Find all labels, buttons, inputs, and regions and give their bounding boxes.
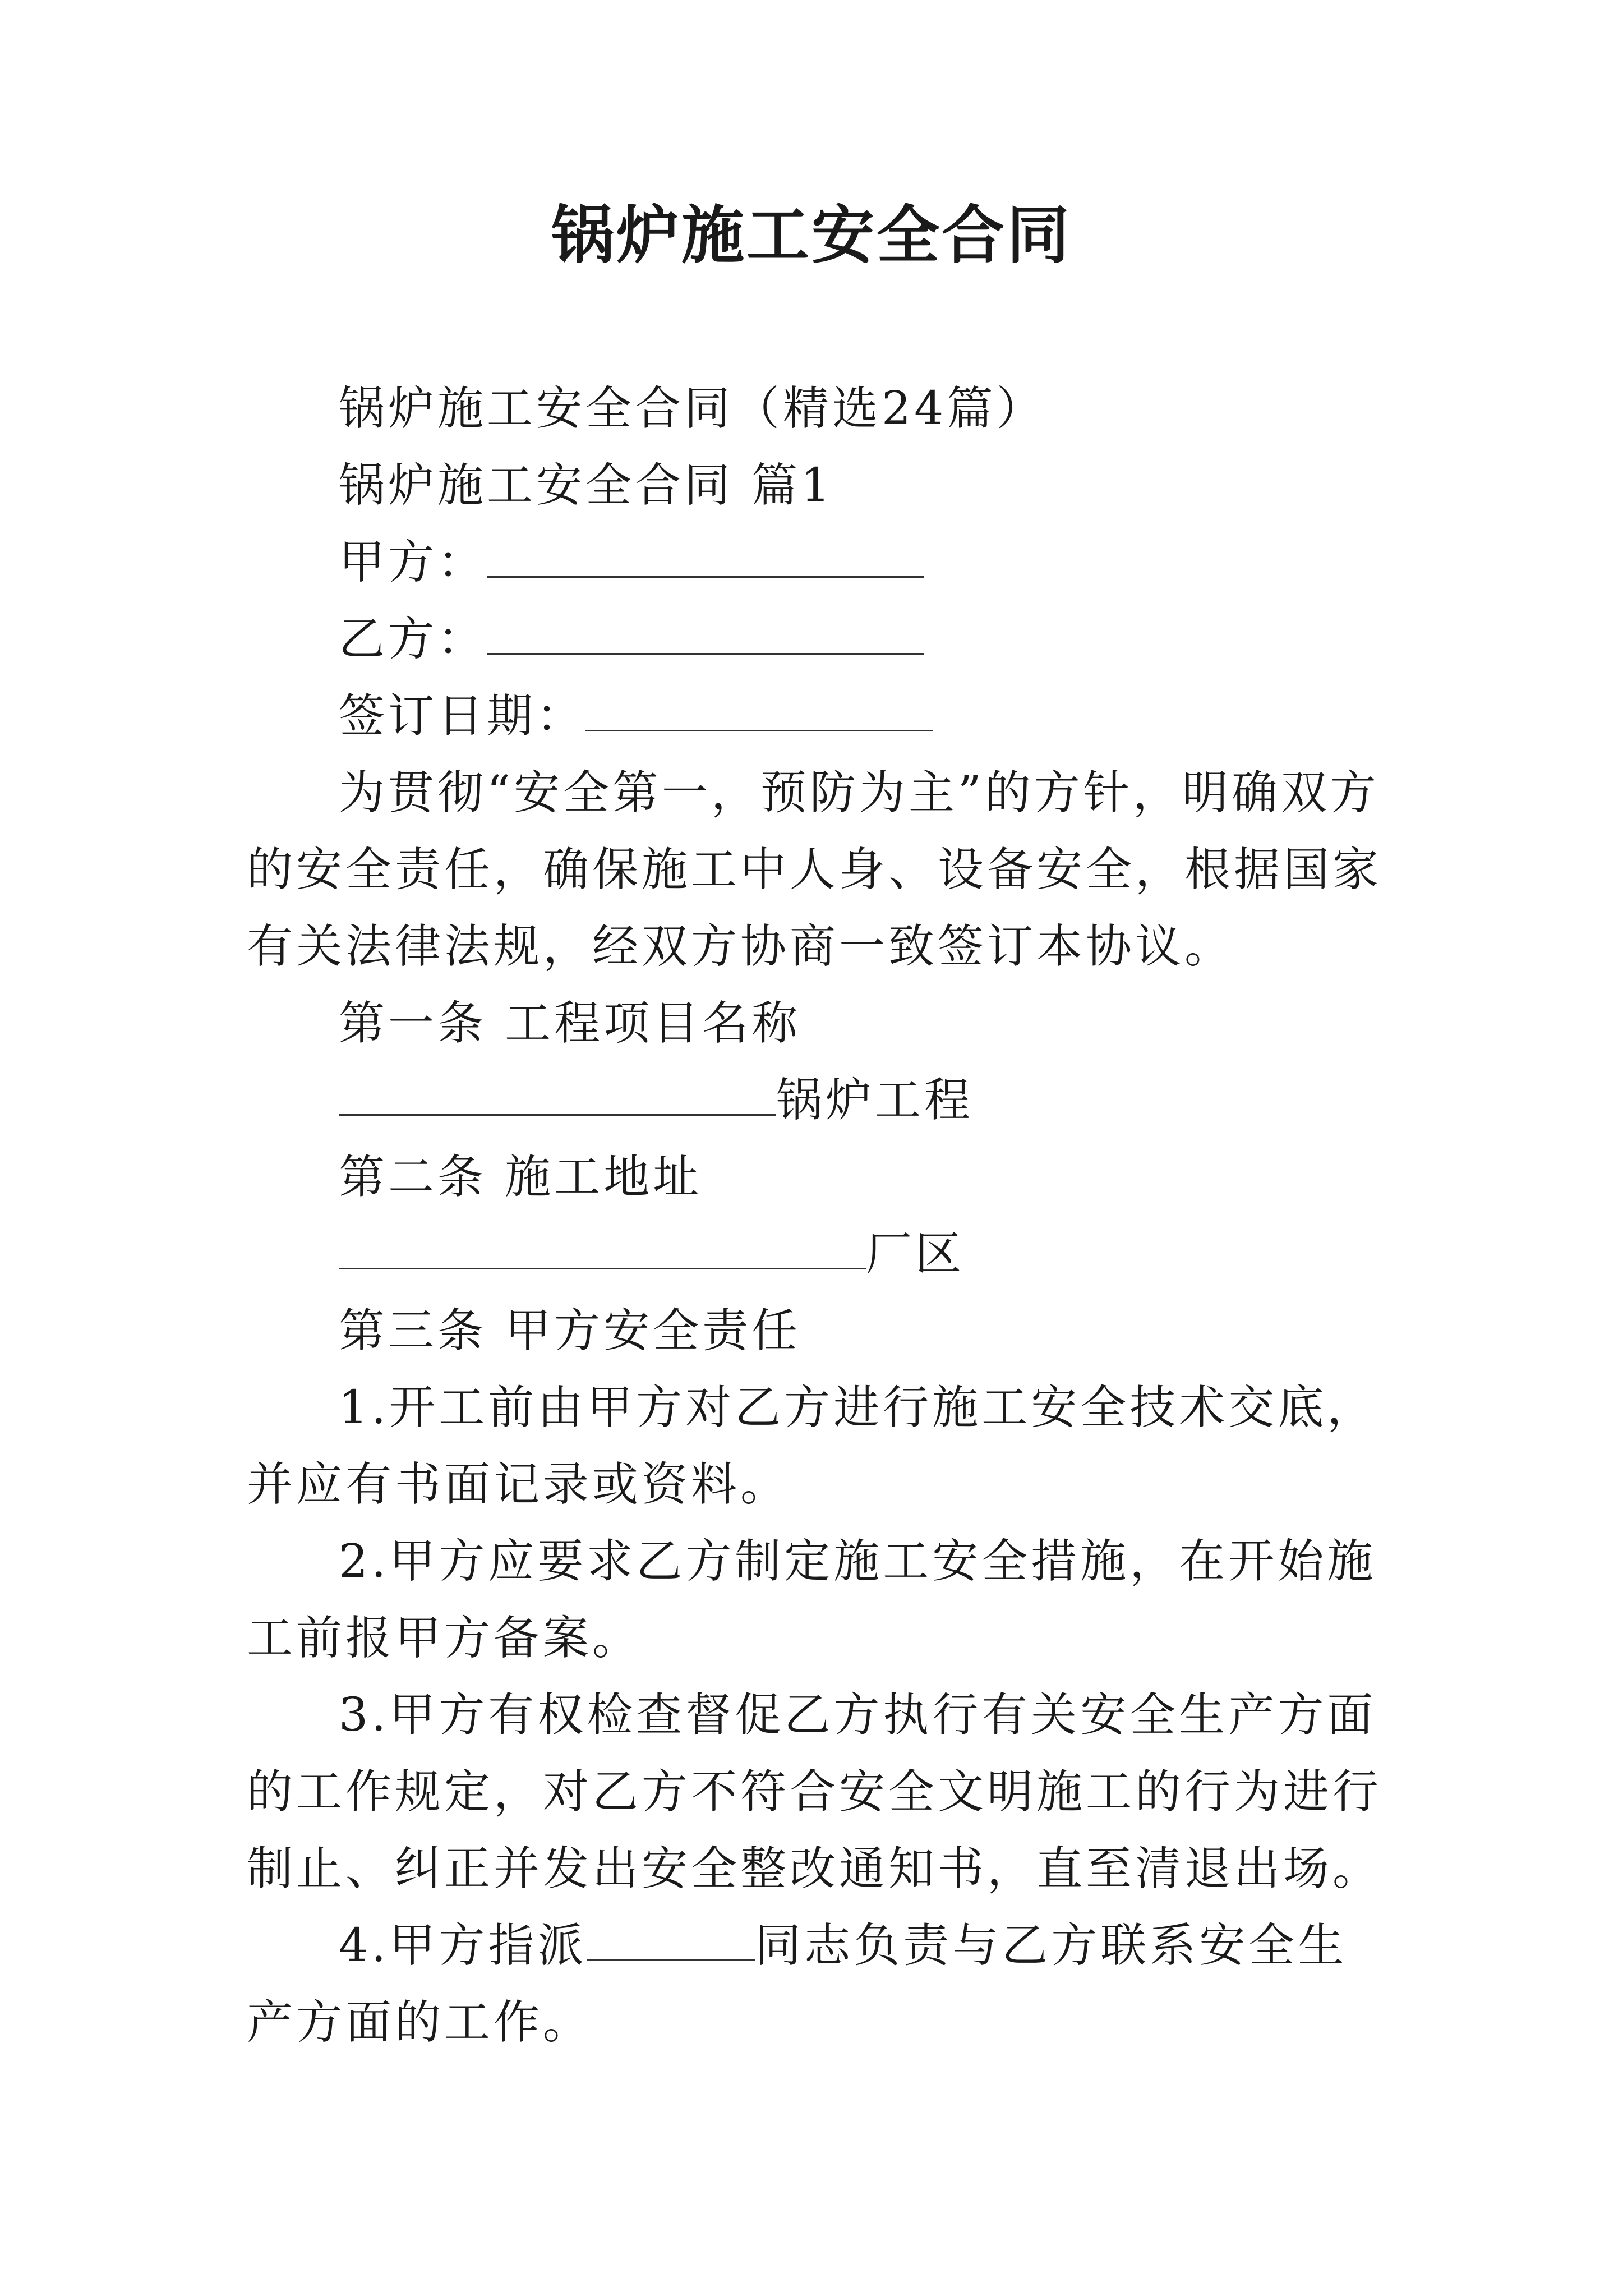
article2-heading: 第二条 施工地址 xyxy=(339,1151,703,1204)
article2-blank xyxy=(339,1228,866,1269)
sign-date-label: 签订日期： xyxy=(339,689,586,743)
article1-value: 锅炉工程 xyxy=(776,1074,974,1127)
party-a-label: 甲方： xyxy=(339,536,487,589)
article3-item-3: 3.甲方有权检查督促乙方执行有关安全生产方面的工作规定，对乙方不符合安全文明施工的行为进行制止、纠正并发出安全整改通知书，直至清退出场。 xyxy=(247,1688,1382,1895)
party-b-label: 乙方： xyxy=(339,613,487,666)
item4-suffix: 同志负责与乙方联系安全生产方面的工作。 xyxy=(247,1919,1348,2049)
article1-value-line xyxy=(247,1062,1391,1139)
document-subtitle: 锅炉施工安全合同（精选24篇） xyxy=(339,382,1046,435)
party-b-line xyxy=(247,601,1391,678)
section-heading: 锅炉施工安全合同 篇1 xyxy=(339,459,834,512)
document-body xyxy=(247,370,1391,2061)
intro-paragraph: 为贯彻“安全第一，预防为主”的方针，明确双方的安全责任，确保施工中人身、设备安全，根据国家有关法律法规，经双方协商一致签订本协议。 xyxy=(247,766,1382,973)
article3-item-2: 2.甲方应要求乙方制定施工安全措施，在开始施工前报甲方备案。 xyxy=(247,1535,1377,1665)
item4-prefix: 4.甲方指派 xyxy=(339,1919,587,1972)
article3-item-1: 1.开工前由甲方对乙方进行施工安全技术交底，并应有书面记录或资料。 xyxy=(247,1381,1377,1511)
article1-heading: 第一条 工程项目名称 xyxy=(339,997,801,1050)
party-b-blank xyxy=(487,614,924,655)
article3-heading: 第三条 甲方安全责任 xyxy=(339,1304,801,1358)
sign-date-line xyxy=(247,678,1391,754)
article2-value-line xyxy=(247,1216,1391,1292)
article3-item-4 xyxy=(247,1907,1391,2061)
article2-value: 厂区 xyxy=(866,1227,965,1281)
party-a-line xyxy=(247,524,1391,601)
item4-person-blank xyxy=(587,1920,755,1961)
document-title: 锅炉施工安全合同 xyxy=(551,199,1072,272)
sign-date-blank xyxy=(585,691,933,731)
party-a-blank xyxy=(487,537,924,578)
article1-blank xyxy=(339,1075,776,1116)
